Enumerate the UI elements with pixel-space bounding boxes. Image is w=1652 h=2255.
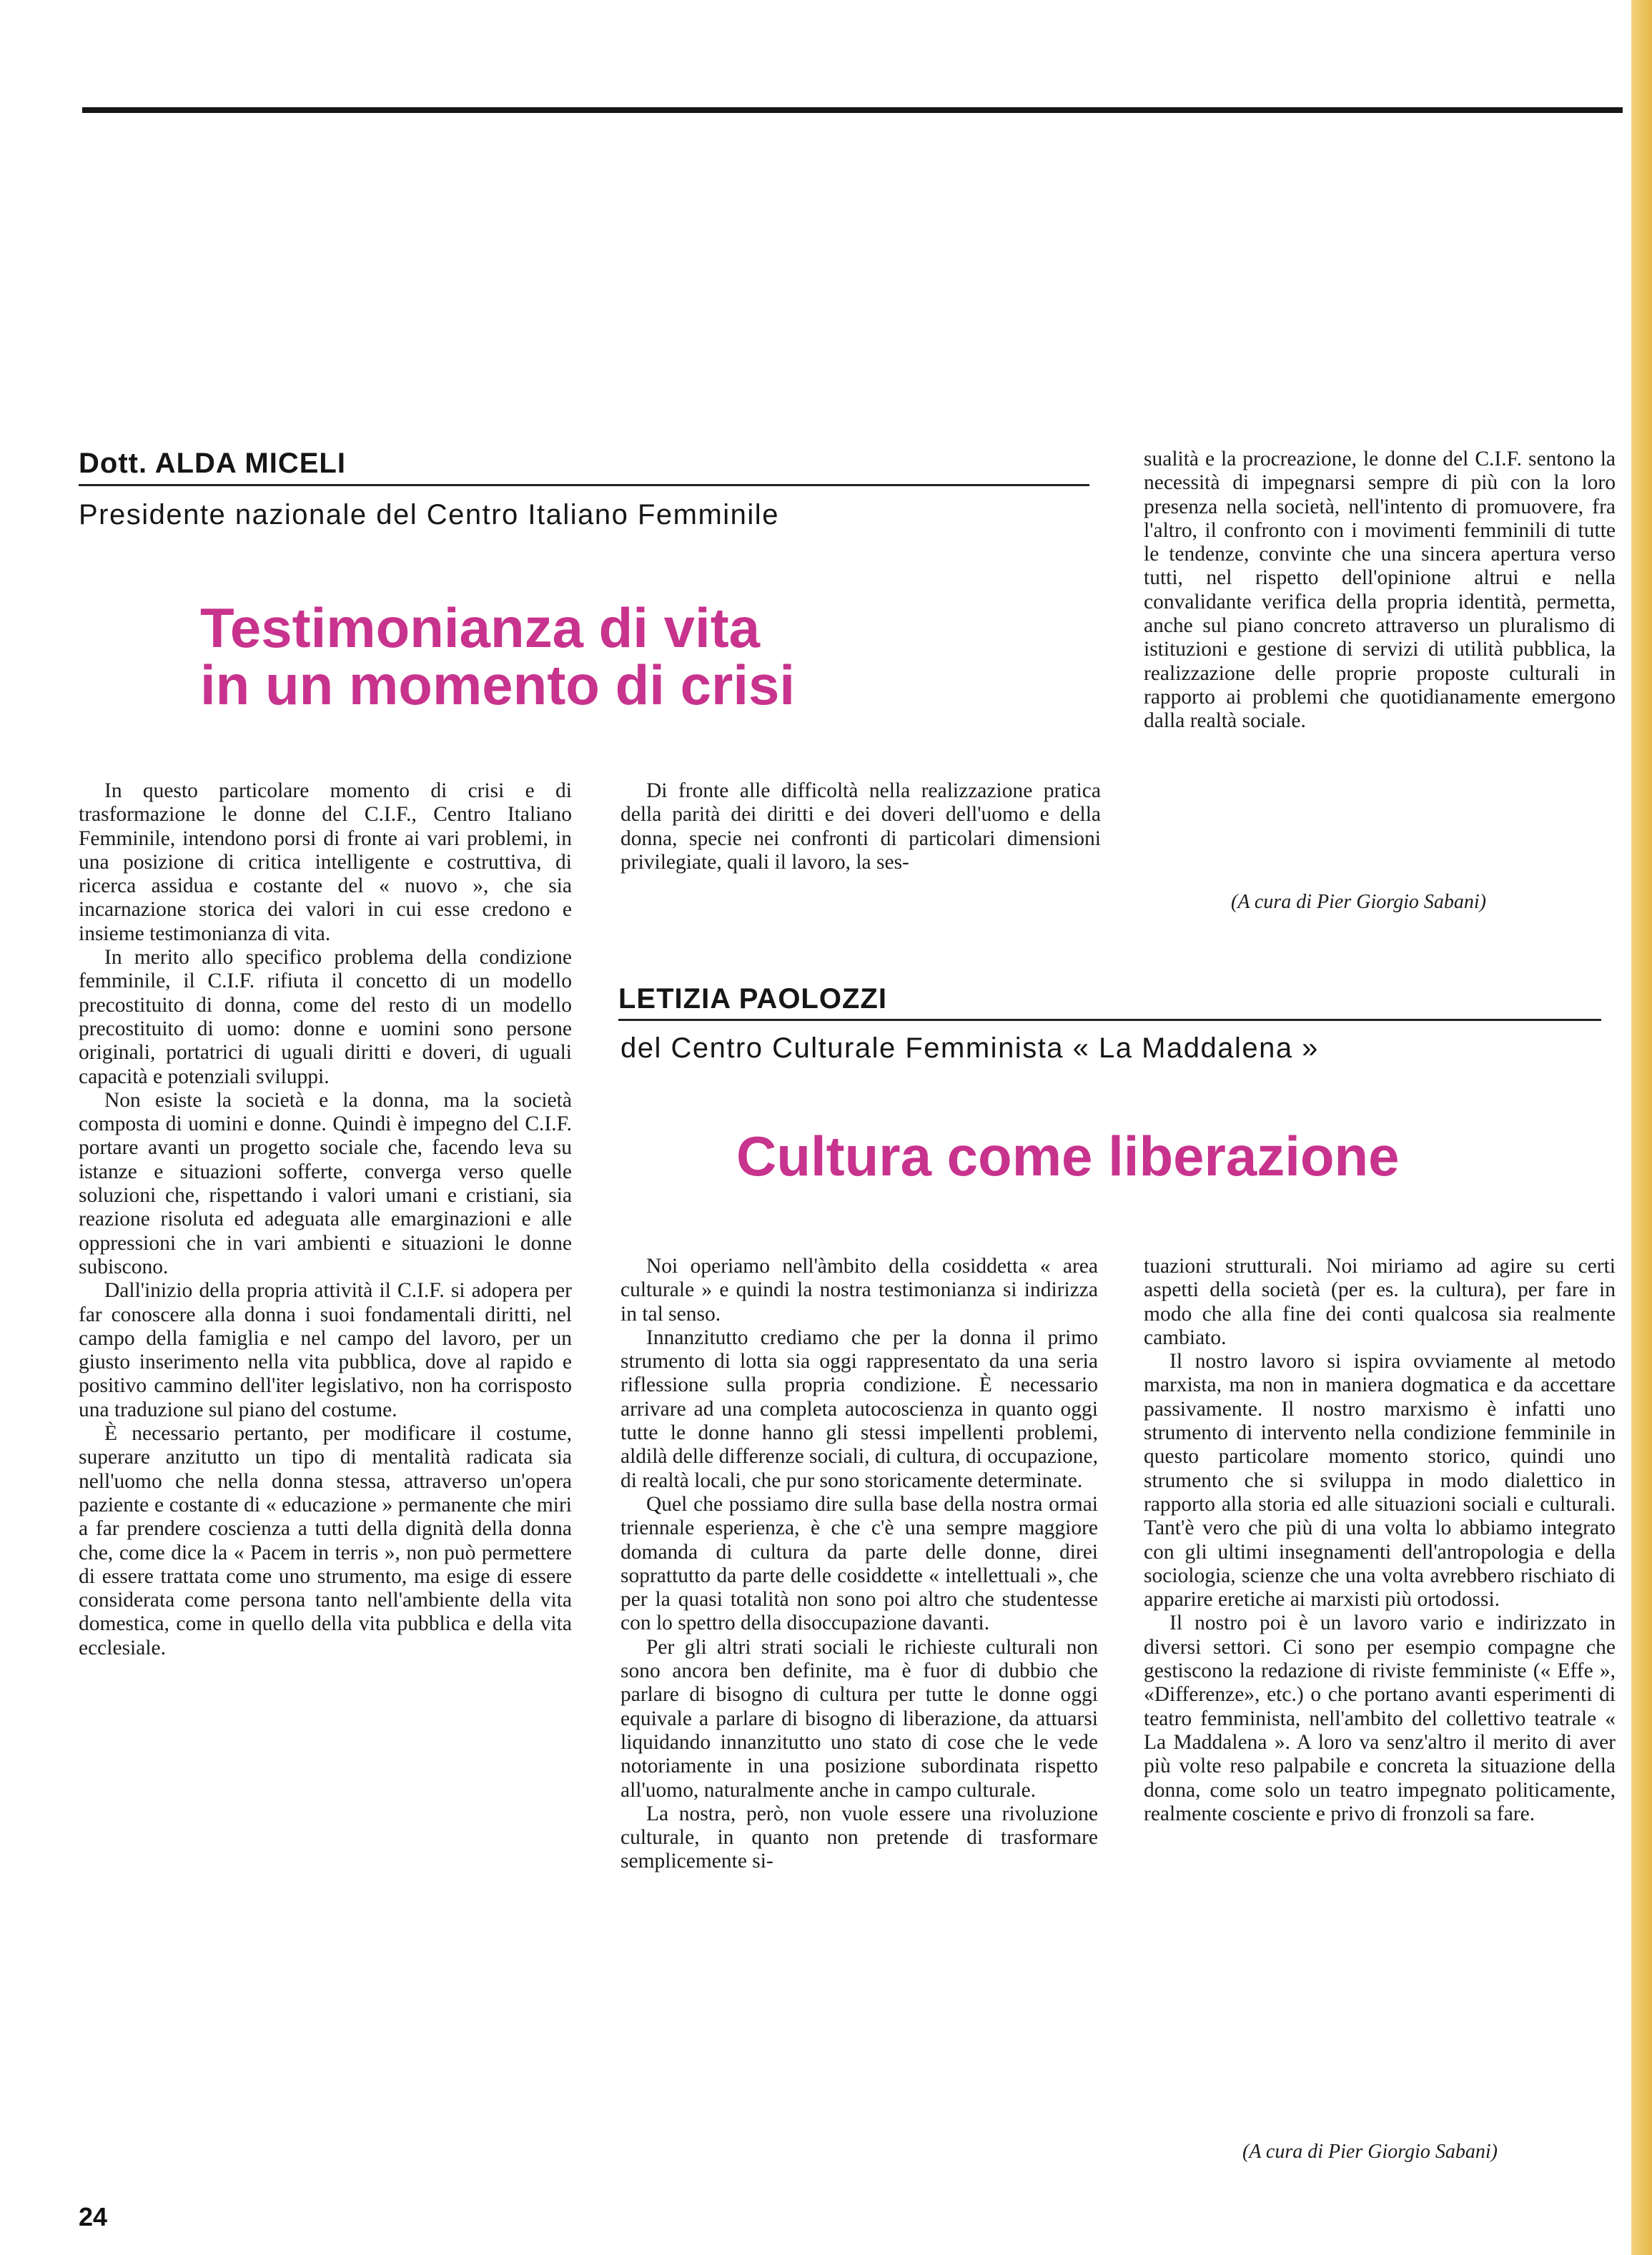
paragraph: Di fronte alle difficoltà nella realizzazione pratica della parità dei diritti e dei doveri dell'uomo e della donna, specie nei confronti di particolari dimensioni privilegiate, quali il lavoro, la ses- — [620, 779, 1101, 874]
paragraph: È necessario pertanto, per modificare il costume, superare anzitutto un tipo di mentalità radicata sia nell'uomo che nella donna stessa, attraverso un'opera paziente e costante di « educazione » permanente che miri a far prendere coscienza a tutti della dignità della donna che, come dice la « Pacem in terris », non può permettere di essere trattata come uno strumento, ma esige di essere considerata come persona tanto nell'ambiente della vita domestica, come in quello della vita pubblica e della vita ecclesiale. — [79, 1422, 572, 1659]
paragraph: Quel che possiamo dire sulla base della nostra ormai triennale esperienza, è che c'è una sempre maggiore domanda di cultura da parte delle donne, direi soprattutto da parte delle cosiddette « intellettuali », che per la quasi totalità non sono poi altro che studentesse con lo spettro della disoccupazione davanti. — [620, 1492, 1098, 1635]
page-number: 24 — [79, 2202, 108, 2231]
article1-column2 — [620, 779, 1101, 874]
paragraph: Per gli altri strati sociali le richieste culturali non sono ancora ben definite, ma è fuor di dubbio che parlare di bisogno di cultura per tutte le donne oggi equivale a parlare di bisogno di liberazione, da attuarsi liquidando innanzitutto uno stato di cose che le vede notoriamente in una posizione subordinata rispetto all'uomo, naturalmente anche in campo culturale. — [620, 1635, 1098, 1802]
top-rule — [82, 107, 1623, 113]
author-name: Dott. ALDA MICELI — [79, 448, 346, 479]
paragraph: Non esiste la società e la donna, ma la società composta di uomini e donne. Quindi è impegno del C.I.F. portare avanti un progetto sociale che, facendo leva su istanze e situazioni sofferte, converga verso quelle soluzioni che, rispettando i valori umani e cristiani, sia reazione risoluta ed adeguata alle emarginazioni e alle oppressioni che in vari ambienti e situazioni le donne subiscono. — [79, 1088, 572, 1278]
article1-column3 — [1144, 448, 1616, 734]
author-name-2: LETIZIA PAOLOZZI — [618, 983, 887, 1015]
paragraph: Il nostro poi è un lavoro vario e indirizzato in diversi settori. Ci sono per esempio compagne che gestiscono la redazione di riviste femministe (« Effe », «Differenze», etc.) o che portano avanti esperimenti di teatro femminista, nell'ambito del collettivo teatrale « La Maddalena ». A loro va senz'altro il merito di aver più volte reso palpabile e concreta la situazione della donna, come solo un teatro impegnato politicamente, realmente cosciente e privo di fronzoli sa fare. — [1144, 1612, 1616, 1825]
article1-column1 — [79, 779, 572, 1660]
page-edge — [1631, 0, 1652, 2255]
article2-credit: (A cura di Pier Giorgio Sabani) — [1242, 2141, 1498, 2163]
paragraph: Innanzitutto crediamo che per la donna il primo strumento di lotta sia oggi rappresentato da una seria riflessione sulla propria condizione. È necessario arrivare ad una completa autocoscienza in quanto oggi tutte le donne hanno gli stessi impellenti problemi, aldilà delle differenze sociali, di cultura, di occupazione, di realtà locali, che pur sono storicamente determinate. — [620, 1326, 1098, 1492]
paragraph: La nostra, però, non vuole essere una rivoluzione culturale, in quanto non pretende di trasformare semplicemente si- — [620, 1802, 1098, 1873]
paragraph: Dall'inizio della propria attività il C.I.F. si adopera per far conoscere alla donna i suoi fondamentali diritti, nel campo della famiglia e nel campo del lavoro, per un giusto inserimento nella vita pubblica, dove al rapido e positivo cammino dell'iter legislativo, non ha corrisposto una traduzione sul piano del costume. — [79, 1279, 572, 1421]
author-rule — [79, 484, 1089, 486]
author-role: Presidente nazionale del Centro Italiano Femminile — [79, 499, 779, 531]
article-title-line1: Testimonianza di vita — [200, 596, 761, 659]
author-rule-2 — [618, 1019, 1601, 1021]
paragraph: sualità e la procreazione, le donne del C.I.F. sentono la necessità di impegnarsi sempre di più con la loro presenza nella società, nell'intento di promuovere, fra l'altro, il confronto con i movimenti femminili di tutte le tendenze, convinte che una sincera apertura verso tutti, nel rispetto dell'opinione altrui e nella convalidante verifica della propria identità, permetta, anche sul piano concreto attraverso un pluralismo di istituzioni e gestione di servizi di utilità pubblica, la realizzazione delle proprie proposte culturali in rapporto ai problemi che quotidianamente emergono dalla realtà sociale. — [1144, 448, 1616, 733]
article2-column3 — [1144, 1255, 1616, 1826]
paragraph: In merito allo specifico problema della condizione femminile, il C.I.F. rifiuta il concetto di un modello precostituito di donna, come del resto di un modello precostituito di uomo: donne e uomini sono persone originali, portatrici di uguali diritti e doveri, di uguali capacità e potenziali sviluppi. — [79, 946, 572, 1088]
article-title-2: Cultura come liberazione — [736, 1125, 1400, 1188]
paragraph: Il nostro lavoro si ispira ovviamente al metodo marxista, ma non in maniera dogmatica e da accettare passivamente. Il nostro marxismo è infatti uno strumento di intervento nella condizione femminile in questo particolare momento storico, quindi uno strumento che si sviluppa in modo dialettico in rapporto alla storia ed alle situazioni sociali e culturali. Tant'è vero che più di una volta lo abbiamo integrato con gli ultimi insegnamenti dell'antropologia e della sociologia, scienze che una volta avrebbero rischiato di apparire eretiche ai marxisti più ortodossi. — [1144, 1350, 1616, 1612]
article2-column2 — [620, 1255, 1098, 1874]
paragraph: tuazioni strutturali. Noi miriamo ad agire su certi aspetti della società (per es. la cultura), per fare in modo che alla fine dei conti qualcosa sia realmente cambiato. — [1144, 1255, 1616, 1349]
article1-credit: (A cura di Pier Giorgio Sabani) — [1231, 891, 1486, 913]
paragraph: In questo particolare momento di crisi e di trasformazione le donne del C.I.F., Centro Italiano Femminile, intendono porsi di fronte ai vari problemi, in una posizione di critica intelligente e costruttiva, di ricerca assidua e costante del « nuovo », che sia incarnazione storica dei valori in cui esse credono e insieme testimonianza di vita. — [79, 779, 572, 945]
article-title-line2: in un momento di crisi — [200, 653, 796, 716]
author-role-2: del Centro Culturale Femminista « La Maddalena » — [620, 1032, 1319, 1064]
paragraph: Noi operiamo nell'àmbito della cosiddetta « area culturale » e quindi la nostra testimonianza si indirizza in tal senso. — [620, 1255, 1098, 1326]
